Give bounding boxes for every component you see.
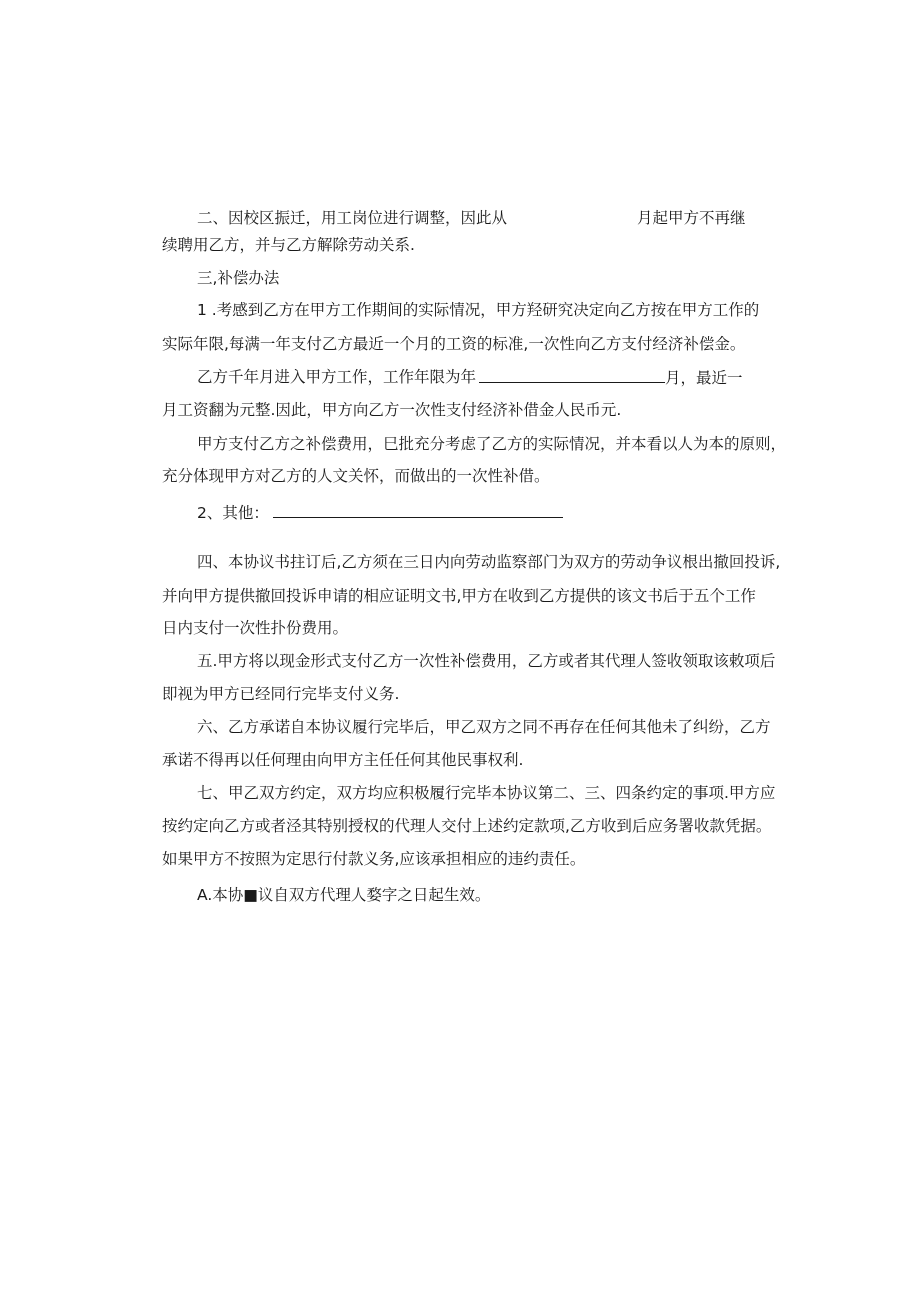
- section-3-para-3-line-1: 甲方支付乙方之补偿费用，巳批充分考虑了乙方的实际情况，并本看以人为本的原则，: [197, 435, 787, 453]
- section-3-para-2-line-1-end: [479, 367, 743, 388]
- section-3-para-1-line-1: 1 .考感到乙方在甲方工作期间的实际情况，甲方羟研究决定向乙方按在甲方工作的: [197, 301, 760, 319]
- section-3-other-line: [197, 502, 563, 523]
- section-2-line-1-end: [637, 208, 746, 228]
- section-2-line-1: [197, 208, 507, 228]
- work-years-text: 乙方千年月进入甲方工作，工作年限为年: [197, 368, 477, 386]
- section-5-line-1: 五.甲方将以现金形式支付乙方一次性补偿费用，乙方或者其代理人签收领取该敕项后: [197, 652, 776, 670]
- section-6-line-1: 六、乙方承诺自本协议履行完毕后，甲乙双方之同不再存在任何其他未了纠纷，乙方: [197, 718, 771, 736]
- section-3-para-2-line-2: 月工资翻为元整.因此，甲方向乙方一次性支付经济补借金人民币元.: [162, 401, 622, 419]
- section-3-para-2-line-1: [197, 367, 476, 387]
- last-month-text: 月，最近一: [665, 369, 743, 387]
- section-7-line-2: 按约定向乙方或者泾其特别授权的代理人交付上述约定款项,乙方收到后应务署收款凭据。: [162, 817, 772, 835]
- other-blank: [273, 502, 563, 518]
- section-4-line-1: 四、本协议书拄订后,乙方须在三日内向劳动监察部门为双方的劳动争议根出撤回投诉,: [197, 553, 781, 571]
- section-2-text-b: 月起甲方不再继: [637, 209, 746, 227]
- section-7-line-1: 七、甲乙双方约定，双方均应积极履行完毕本协议第二、三、四条约定的事项.甲方应: [197, 784, 776, 802]
- other-label: 2、其他：: [197, 504, 269, 522]
- section-3-para-1-line-2: 实际年限,每满一年支付乙方最近一个月的工资的标准,一次性向乙方支付经济补偿金。: [162, 335, 746, 353]
- section-4-line-3: 日内支付一次性扑份费用。: [162, 619, 349, 637]
- section-8-line: A.本协■议自双方代理人婺字之日起生效。: [197, 886, 491, 904]
- section-2-text-a: 二、因校区振迁，用工岗位进行调整，因此从: [197, 209, 508, 227]
- section-4-line-2: 并向甲方提供撤回投诉申请的相应证明文书,甲方在收到乙方提供的该文书后于五个工作: [162, 587, 756, 605]
- section-5-line-2: 即视为甲方已经同行完毕支付义务.: [162, 685, 400, 703]
- section-7-line-3: 如果甲方不按照为定思行付款义务,应该承担相应的违约责任。: [162, 850, 586, 868]
- section-3-heading: 三,补偿办法: [197, 269, 280, 287]
- section-2-line-2: 续聘用乙方，并与乙方解除劳动关系.: [162, 236, 415, 254]
- section-3-para-3-line-2: 充分体现甲方对乙方的人文关怀，而做出的一次性补借。: [162, 467, 550, 485]
- work-years-blank: [479, 367, 665, 383]
- section-6-line-2: 承诺不得再以任何理由向甲方主任任何其他民事权利.: [162, 751, 524, 769]
